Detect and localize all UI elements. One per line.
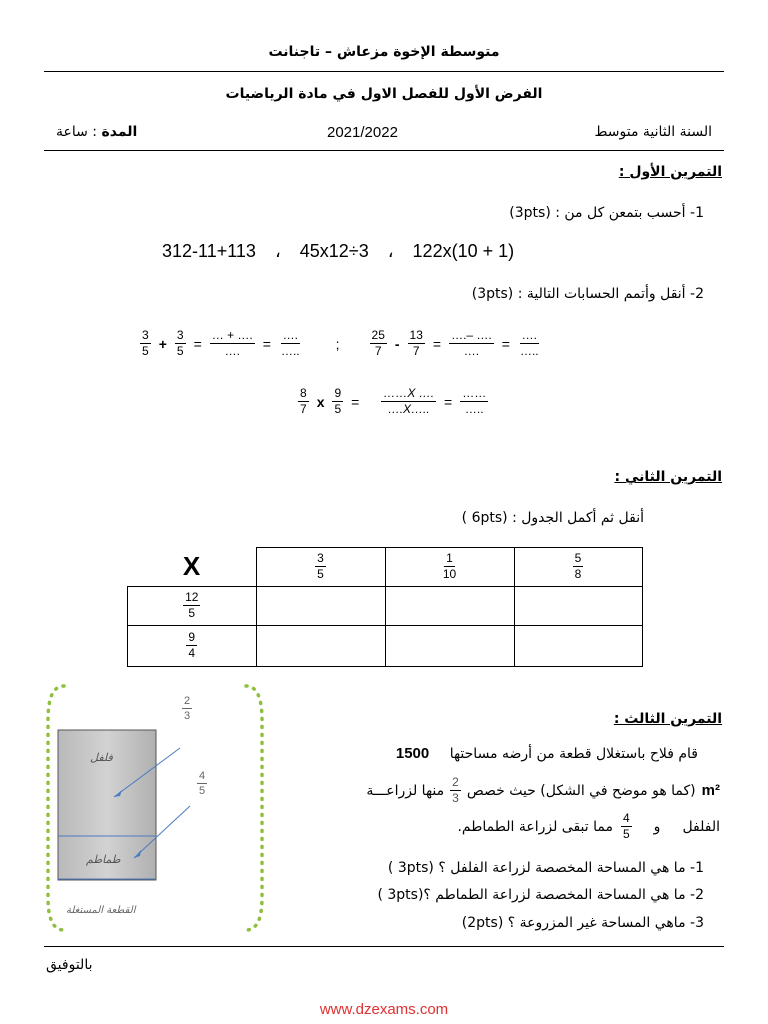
table-col-header — [514, 548, 642, 587]
area-unit: m² — [701, 782, 720, 800]
dashed-bracket-right — [246, 686, 262, 930]
table-cell — [256, 625, 385, 666]
separator: ، — [387, 241, 394, 261]
fraction: $\frac{9}{5}$ — [334, 386, 342, 417]
minus-sign: - — [394, 335, 400, 352]
exercise-1-title: التمرين الأول : — [618, 164, 722, 180]
blank-fraction: $\frac{\dots.- \dots.}{\dots.}$ — [451, 328, 492, 359]
separator: ، — [274, 241, 281, 261]
duration-label: المدة — [101, 124, 138, 140]
fraction: $\frac{3}{5}$ — [317, 551, 324, 582]
equals-sign: = — [432, 335, 442, 352]
table-row-header — [128, 586, 257, 625]
exercise-3-title: التمرين الثالث : — [613, 711, 722, 727]
blank-fraction: $\frac{\dots\dots}{\dots..}$ — [462, 386, 487, 417]
table-row — [128, 625, 643, 666]
statement-text: (كما هو موضح في الشكل) حيث خصص — [466, 782, 696, 799]
times-sign: x — [316, 393, 325, 410]
expressions-row — [162, 241, 514, 262]
table-cell — [514, 625, 642, 666]
area-value: 1500 — [395, 745, 430, 762]
exercise-2-title: التمرين الثاني : — [614, 469, 722, 485]
fraction: $\frac{13}{7}$ — [409, 328, 423, 359]
school-name: متوسطة الإخوة مزعاش – تاجنانت — [268, 44, 500, 60]
exercise-3-line-2 — [366, 776, 720, 805]
exercise-2-instruction: أنقل ثم أكمل الجدول : (6pts ) — [461, 510, 644, 526]
exercise-1-q2: 2- أنقل وأتمم الحسابات التالية : (3pts) — [471, 286, 704, 302]
fraction: $\frac{12}{5}$ — [185, 589, 199, 620]
equals-sign: = — [501, 335, 510, 352]
table-col-header — [385, 548, 514, 587]
table-cell — [385, 586, 514, 625]
expr-1: 122x(10 + 1) — [412, 241, 515, 261]
equals-sign: = — [193, 335, 202, 352]
fraction: $\frac{3}{5}$ — [176, 328, 184, 359]
duration-value: : ساعة — [56, 124, 98, 140]
table-header-row — [128, 548, 643, 587]
figure-label-plot: القطعة المستغلة — [66, 905, 136, 916]
exercise-3-q2: 2- ما هي المساحة المخصصة لزراعة الطماطم ؟(3pts ) — [377, 887, 704, 903]
fraction-product-row — [298, 387, 488, 416]
school-year: 2021/2022 — [327, 124, 398, 141]
level-label: السنة الثانية متوسط — [594, 124, 712, 140]
exercise-3-q1: 1- ما هي المساحة المخصصة لزراعة الفلفل ؟ (3pts ) — [387, 860, 704, 876]
statement-text: مما تبقى لزراعة الطماطم. — [457, 818, 613, 835]
multiplication-table — [127, 547, 643, 667]
exercise-3-line-1 — [396, 745, 698, 762]
equals-sign: = — [444, 393, 453, 410]
watermark: www.dzexams.com — [319, 1001, 449, 1018]
table-row — [128, 586, 643, 625]
exam-title: الفرض الأول للفصل الاول في مادة الرياضيات — [225, 86, 543, 102]
expr-3: 312-11+113 — [162, 241, 256, 261]
table-cell — [514, 586, 642, 625]
blank-fraction: $\frac{\dots + \dots.}{\dots.}$ — [211, 328, 253, 359]
figure-fraction-pepper: $\frac{2}{3}$ — [184, 695, 191, 723]
header-rule-top — [44, 71, 724, 72]
table-cell — [385, 625, 514, 666]
exercise-3-q3: 3- ماهي المساحة غير المزروعة ؟ (2pts) — [461, 915, 704, 931]
fraction: $\frac{4}{5}$ — [622, 811, 630, 842]
statement-text: منها لزراعـــة — [366, 782, 445, 799]
good-luck: بالتوفيق — [46, 957, 93, 973]
equals-sign: = — [351, 393, 360, 410]
fraction: $\frac{3}{5}$ — [142, 328, 149, 359]
exercise-3-line-3 — [457, 812, 720, 841]
semicolon: ; — [335, 335, 340, 352]
figure-label-tomato: طماطم — [86, 853, 121, 866]
exercise-1-q1: 1- أحسب بتمعن كل من : (3pts) — [509, 205, 704, 221]
footer-rule — [44, 946, 724, 947]
land-figure — [40, 680, 270, 936]
fraction: $\frac{8}{7}$ — [300, 386, 307, 417]
blank-fraction: $\frac{\dots.}{\dots..}$ — [280, 328, 300, 359]
statement-text: قام فلاح باستغلال قطعة من أرضه مساحتها — [449, 746, 698, 762]
table-row-header — [128, 625, 257, 666]
fraction: $\frac{2}{3}$ — [452, 775, 459, 806]
statement-text: و — [653, 818, 661, 835]
table-cell — [256, 586, 385, 625]
table-col-header — [256, 548, 385, 587]
corner-x: X — [182, 551, 201, 581]
duration — [56, 124, 137, 140]
fraction-sum-row — [140, 329, 541, 358]
header-rule-bottom — [44, 150, 724, 151]
equals-sign: = — [262, 335, 271, 352]
blank-fraction: $\frac{\dots.}{\dots..}$ — [519, 328, 539, 359]
fraction: $\frac{5}{8}$ — [574, 551, 582, 582]
figure-label-pepper: فلفل — [90, 751, 113, 764]
blank-fraction: $\frac{\dots\dots X \dots.}{\dots.X\dots..}$ — [383, 386, 435, 417]
statement-text: الفلفل — [682, 818, 720, 835]
expr-2: 45x12÷3 — [299, 241, 369, 261]
plus-sign: + — [158, 335, 167, 352]
fraction: $\frac{1}{10}$ — [442, 551, 457, 582]
figure-fraction-tomato: $\frac{4}{5}$ — [199, 770, 206, 798]
fraction: $\frac{9}{4}$ — [188, 629, 196, 660]
fraction: $\frac{25}{7}$ — [371, 328, 385, 359]
table-corner — [128, 548, 257, 587]
